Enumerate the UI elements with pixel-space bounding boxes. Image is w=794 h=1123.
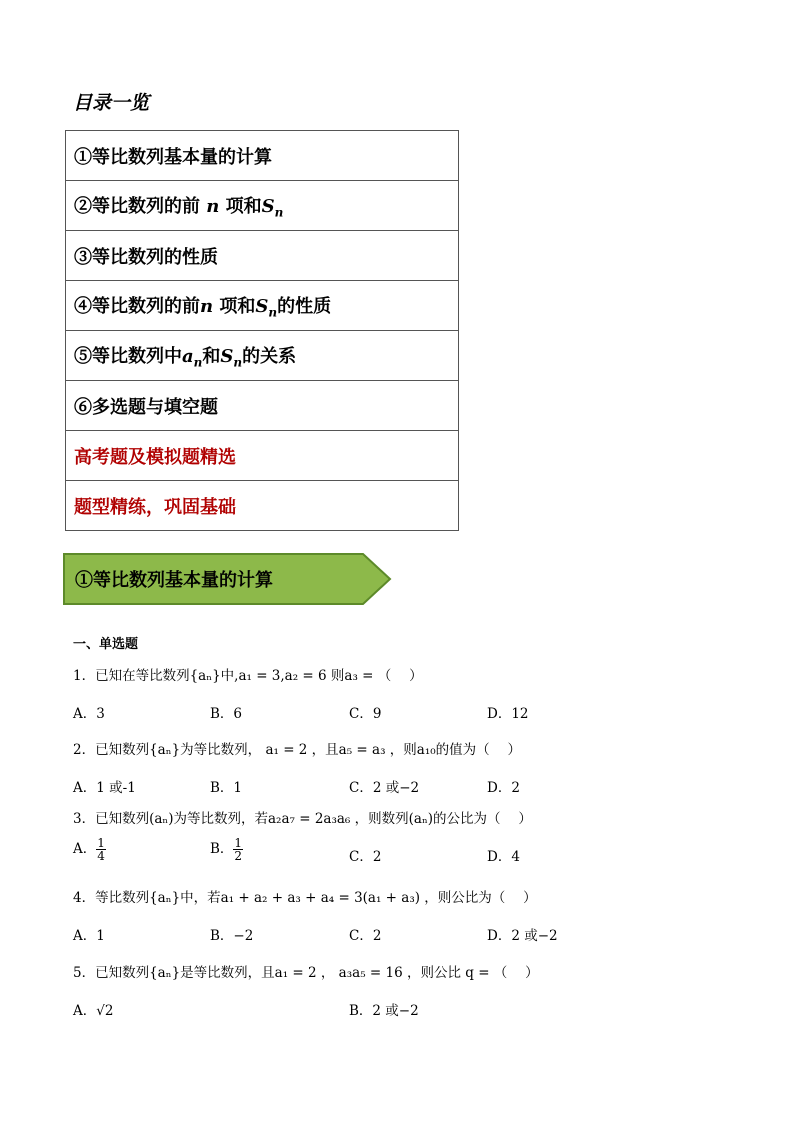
q5-option-a[interactable]: A．√2 bbox=[73, 1003, 114, 1019]
question-3: 3．已知数列(aₙ)为等比数列，若a₂a₇ = 2a₃a₆ ，则数列(aₙ)的公比为（ ） bbox=[73, 811, 532, 827]
toc-item-5[interactable]: ⑤等比数列中$a_n$和$S_n$的关系 bbox=[66, 331, 459, 381]
toc-item-1[interactable]: ①等比数列基本量的计算 bbox=[66, 131, 459, 181]
q1-option-d[interactable]: D．12 bbox=[487, 706, 529, 722]
toc-item-3[interactable]: ③等比数列的性质 bbox=[66, 231, 459, 281]
fraction: $\frac{1}{4}$ bbox=[97, 836, 105, 863]
toc-item-exam[interactable]: 高考题及模拟题精选 bbox=[66, 431, 459, 481]
question-4: 4．等比数列{aₙ}中，若a₁ + a₂ + a₃ + a₄ = 3(a₁ + a₃) ，则公比为（ ） bbox=[73, 890, 537, 906]
q2-option-a[interactable]: A．1 或-1 bbox=[73, 780, 136, 796]
q1-option-c[interactable]: C．9 bbox=[349, 706, 382, 722]
q2-option-b[interactable]: B．1 bbox=[210, 780, 243, 796]
question-5: 5．已知数列{aₙ}是等比数列，且a₁ = 2 ， a₃a₅ = 16 ，则公比 q = （ ） bbox=[73, 965, 539, 981]
q4-option-d[interactable]: D．2 或−2 bbox=[487, 928, 558, 944]
section-banner bbox=[63, 553, 391, 605]
fraction: $\frac{1}{2}$ bbox=[234, 836, 243, 863]
q4-option-a[interactable]: A．1 bbox=[73, 928, 105, 944]
question-1: 1．已知在等比数列{aₙ}中,a₁ = 3,a₂ = 6 则a₃ = （ ） bbox=[73, 668, 423, 684]
q3-option-c[interactable]: C．2 bbox=[349, 849, 382, 865]
toc-title: 目录一览 bbox=[73, 92, 150, 114]
section-title: 一、单选题 bbox=[73, 637, 139, 652]
q3-option-b[interactable]: B． $\frac{1}{2}$ bbox=[210, 836, 243, 863]
banner-title: ①等比数列基本量的计算 bbox=[75, 570, 273, 591]
q2-option-c[interactable]: C．2 或−2 bbox=[349, 780, 420, 796]
toc-table bbox=[65, 130, 459, 531]
question-2: 2．已知数列{aₙ}为等比数列， a₁ = 2 ，且a₅ = a₃ ，则a₁₀的值为（ ） bbox=[73, 742, 521, 758]
toc-item-4[interactable]: ④等比数列的前n 项和$S_n$的性质 bbox=[66, 281, 459, 331]
toc-item-practice[interactable]: 题型精练，巩固基础 bbox=[66, 481, 459, 531]
q1-option-a[interactable]: A．3 bbox=[73, 706, 105, 722]
q4-option-c[interactable]: C．2 bbox=[349, 928, 382, 944]
q3-option-a[interactable]: A． $\frac{1}{4}$ bbox=[73, 836, 105, 863]
q5-option-b[interactable]: B．2 或−2 bbox=[349, 1003, 419, 1019]
toc-item-2[interactable]: ②等比数列的前 n 项和$S_n$ bbox=[66, 181, 459, 231]
toc-item-6[interactable]: ⑥多选题与填空题 bbox=[66, 381, 459, 431]
q1-option-b[interactable]: B．6 bbox=[210, 706, 243, 722]
q4-option-b[interactable]: B．−2 bbox=[210, 928, 254, 944]
q3-option-d[interactable]: D．4 bbox=[487, 849, 520, 865]
q2-option-d[interactable]: D．2 bbox=[487, 780, 520, 796]
